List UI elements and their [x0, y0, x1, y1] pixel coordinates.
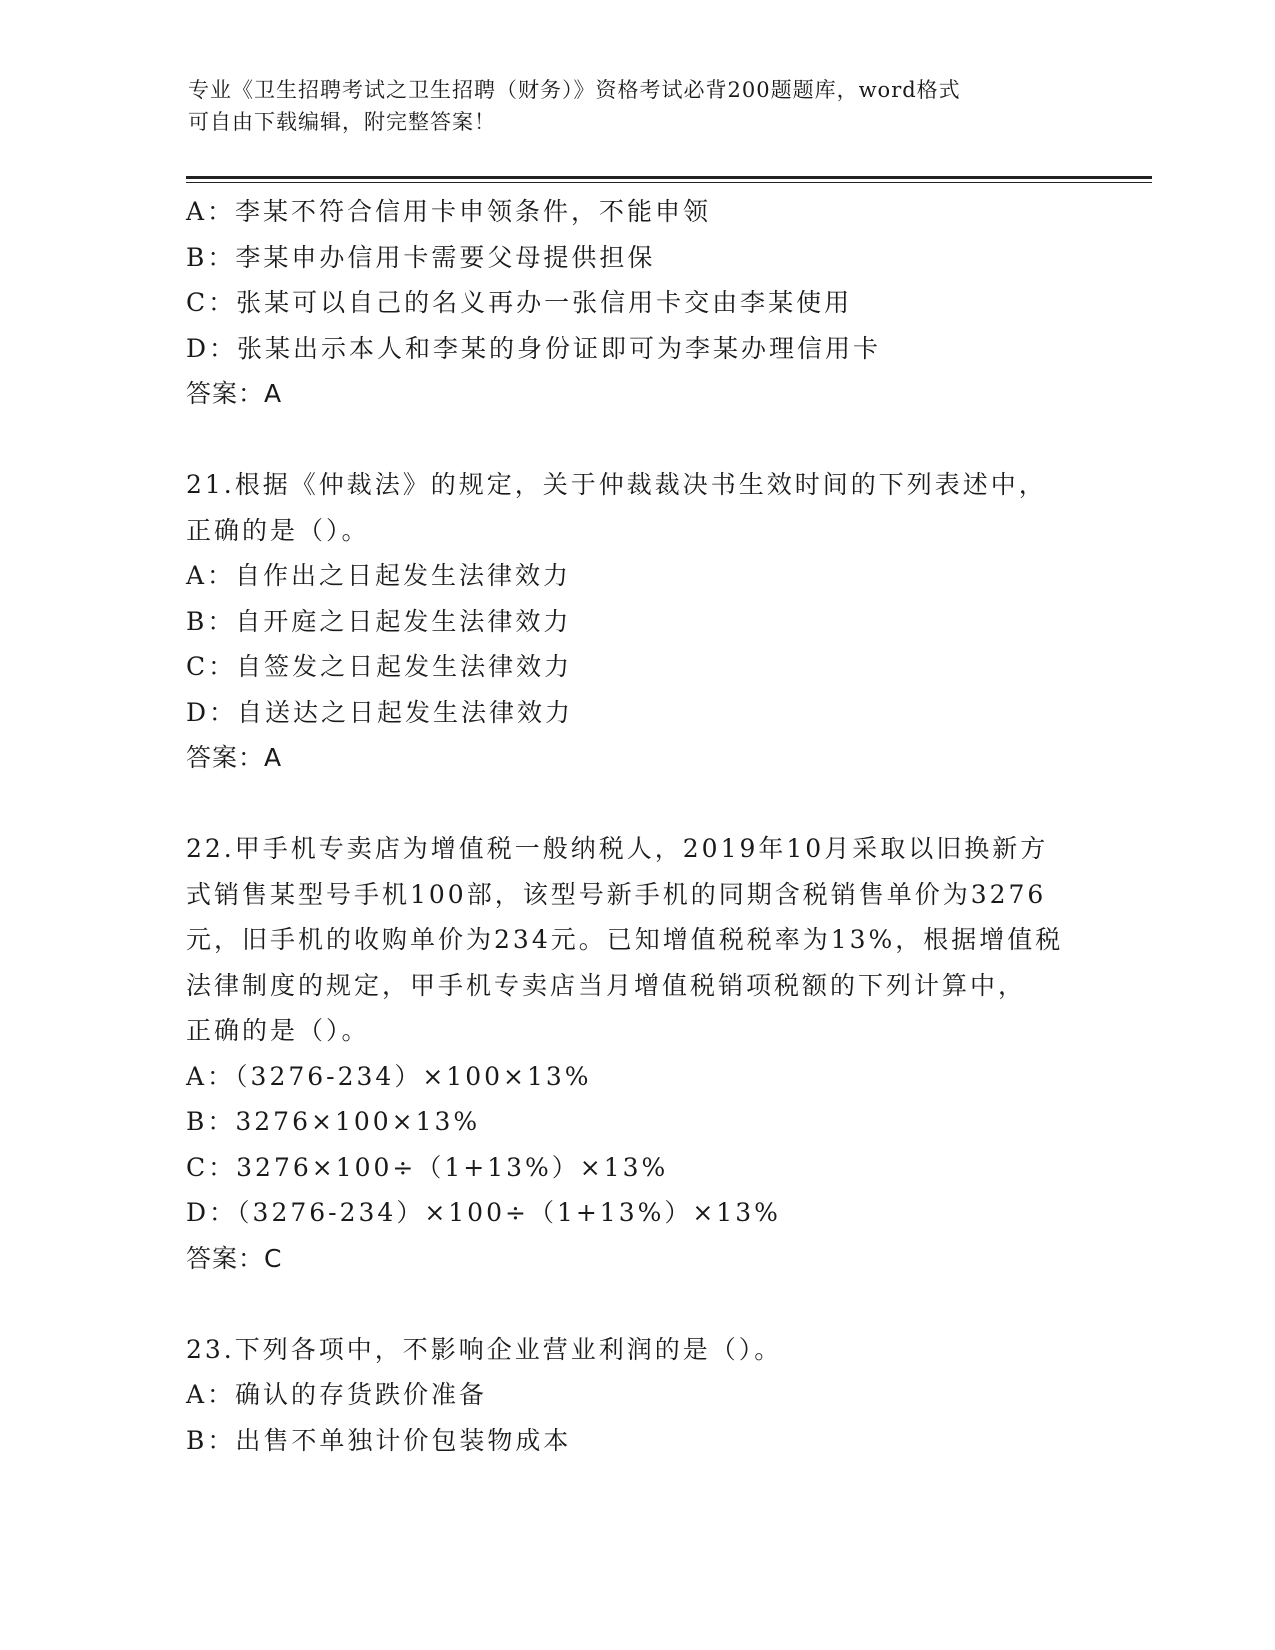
spacer	[186, 1281, 1086, 1327]
spacer	[186, 781, 1086, 827]
question-21	[186, 462, 1086, 781]
question-stem-line-1: 21.根据《仲裁法》的规定，关于仲裁裁决书生效时间的下列表述中，	[186, 470, 1047, 499]
question-stem-line-2: 式销售某型号手机100部，该型号新手机的同期含税销售单价为3276	[186, 879, 1047, 909]
answer-line: 答案：A	[186, 379, 283, 408]
question-23	[186, 1327, 1086, 1464]
header-title-line-2: 可自由下载编辑，附完整答案！	[188, 110, 496, 134]
question-stem-line-1: 22.甲手机专卖店为增值税一般纳税人，2019年10月采取以旧换新方	[186, 834, 1049, 863]
question-20	[186, 189, 1086, 417]
question-stem-line-5: 正确的是（）。	[186, 1016, 370, 1045]
answer-line: 答案：A	[186, 743, 283, 772]
option-b: B：李某申办信用卡需要父母提供担保	[186, 242, 656, 272]
option-a: A：确认的存货跌价准备	[186, 1380, 488, 1409]
option-a: A：（3276-234）×100×13%	[186, 1061, 592, 1091]
question-stem-line-2: 正确的是（）。	[186, 515, 370, 545]
option-c: C：张某可以自己的名义再办一张信用卡交由李某使用	[186, 288, 853, 317]
header-divider-thick	[186, 176, 1152, 179]
option-b: B：3276×100×13%	[186, 1107, 481, 1136]
header-title-line-1: 专业《卫生招聘考试之卫生招聘（财务）》资格考试必背200题题库，word格式	[188, 78, 961, 102]
option-c: C：3276×100÷（1+13%）×13%	[186, 1152, 669, 1182]
option-a: A：李某不符合信用卡申领条件，不能申领	[186, 197, 712, 226]
document-header	[188, 74, 1068, 138]
option-d: D：（3276-234）×100÷（1+13%）×13%	[186, 1198, 781, 1227]
question-stem-line-4: 法律制度的规定，甲手机专卖店当月增值税销项税额的下列计算中，	[186, 970, 1027, 1000]
option-c: C：自签发之日起发生法律效力	[186, 652, 573, 681]
option-d: D：自送达之日起发生法律效力	[186, 697, 574, 727]
option-b: B：出售不单独计价包装物成本	[186, 1425, 572, 1455]
question-stem-line-3: 元，旧手机的收购单价为234元。已知增值税税率为13%，根据增值税	[186, 925, 1064, 954]
question-stem-line-1: 23.下列各项中，不影响企业营业利润的是（）。	[186, 1334, 783, 1364]
spacer	[186, 417, 1086, 463]
option-a: A：自作出之日起发生法律效力	[186, 561, 572, 590]
header-divider-thin	[186, 182, 1152, 183]
option-d: D：张某出示本人和李某的身份证即可为李某办理信用卡	[186, 333, 882, 363]
question-22	[186, 826, 1086, 1281]
answer-line: 答案：C	[186, 1243, 283, 1273]
question-list	[186, 189, 1086, 1463]
option-b: B：自开庭之日起发生法律效力	[186, 606, 572, 636]
